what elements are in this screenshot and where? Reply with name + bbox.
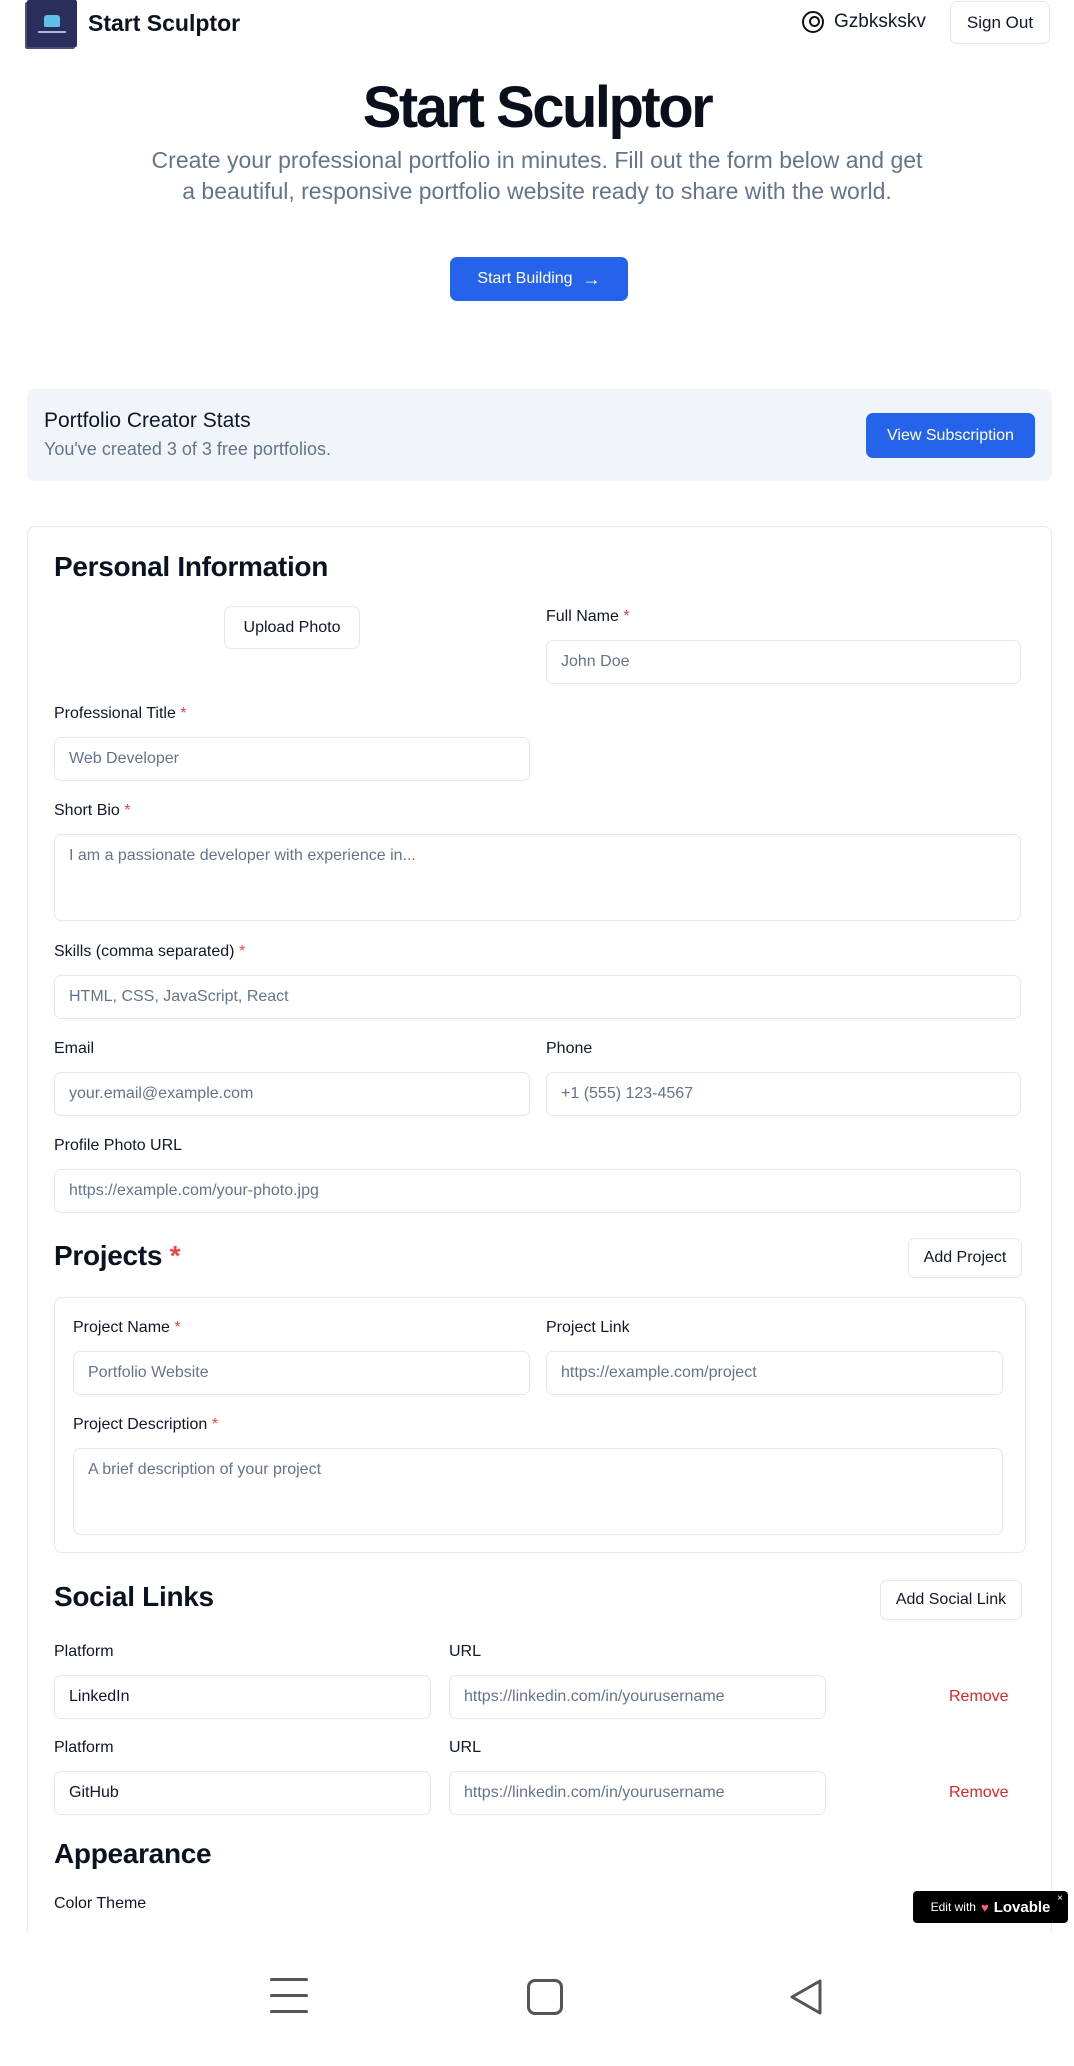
hero-subtitle: Create your professional portfolio in minutes. Fill out the form below and get a beautiful, responsive portfolio website ready to share with the world. (151, 147, 923, 204)
project-description-textarea[interactable]: A brief description of your project (73, 1448, 1003, 1535)
recent-apps-icon[interactable] (270, 1978, 308, 2016)
hero-title: Start Sculptor (362, 75, 712, 140)
stats-text: You've created 3 of 3 free portfolios. (44, 439, 331, 459)
short-bio-textarea[interactable]: I am a passionate developer with experience in... (54, 834, 1021, 921)
project-link-input[interactable]: https://example.com/project (546, 1351, 1003, 1395)
close-icon[interactable]: × (1057, 1893, 1063, 1904)
app-logo[interactable] (27, 0, 77, 47)
url-label: URL (449, 1643, 482, 1660)
platform-label: Platform (54, 1739, 114, 1756)
system-nav-bar (0, 1932, 1074, 2066)
arrow-right-icon: → (582, 268, 601, 289)
phone-input[interactable]: +1 (555) 123-4567 (546, 1072, 1021, 1116)
user-circle-icon (802, 11, 824, 33)
portfolio-form (27, 526, 1052, 2066)
user-menu[interactable] (802, 11, 926, 33)
remove-social-link-button[interactable]: Remove (949, 1784, 1009, 1801)
project-link-label: Project Link (546, 1319, 630, 1336)
start-building-label: Start Building (477, 270, 573, 287)
project-description-label-text: Project Description (73, 1416, 208, 1433)
required-mark: * (211, 1416, 218, 1433)
skills-input[interactable]: HTML, CSS, JavaScript, React (54, 975, 1021, 1019)
skills-label (54, 943, 245, 961)
required-mark: * (124, 802, 131, 819)
remove-social-link-button[interactable]: Remove (949, 1688, 1009, 1705)
professional-title-label (54, 705, 187, 723)
short-bio-label-text: Short Bio (54, 802, 120, 819)
professional-title-input[interactable]: Web Developer (54, 737, 530, 781)
full-name-label-text: Full Name (546, 608, 619, 625)
personal-info-heading: Personal Information (54, 551, 329, 582)
start-building-button[interactable] (450, 257, 628, 301)
photo-url-input[interactable]: https://example.com/your-photo.jpg (54, 1169, 1021, 1213)
project-name-input[interactable]: Portfolio Website (73, 1351, 530, 1395)
skills-label-text: Skills (comma separated) (54, 943, 235, 960)
full-name-input[interactable]: John Doe (546, 640, 1021, 684)
social-links-heading: Social Links (54, 1581, 214, 1612)
required-mark: * (180, 705, 187, 722)
projects-heading-text: Projects (54, 1240, 163, 1271)
add-project-button[interactable]: Add Project (908, 1238, 1022, 1278)
color-theme-label: Color Theme (54, 1895, 147, 1912)
top-header (0, 0, 1074, 46)
project-name-label (73, 1319, 181, 1337)
professional-title-label-text: Professional Title (54, 705, 176, 722)
url-input[interactable]: https://linkedin.com/in/yourusername (449, 1771, 826, 1815)
logo-mark-icon (44, 15, 60, 27)
sign-out-button[interactable]: Sign Out (950, 1, 1050, 44)
projects-heading (54, 1240, 180, 1272)
email-input[interactable]: your.email@example.com (54, 1072, 530, 1116)
required-mark: * (174, 1319, 181, 1336)
project-description-label (73, 1416, 218, 1434)
email-label: Email (54, 1040, 95, 1057)
stats-panel (27, 389, 1052, 481)
home-icon[interactable] (527, 1979, 563, 2015)
lovable-heart-icon: ♥ (980, 1899, 989, 1915)
username: Gzbkskskv (834, 11, 926, 32)
required-mark: * (169, 1240, 181, 1271)
url-input[interactable]: https://linkedin.com/in/yourusername (449, 1675, 826, 1719)
back-icon[interactable] (788, 1978, 824, 2016)
upload-photo-button[interactable]: Upload Photo (224, 606, 360, 649)
required-mark: * (238, 943, 246, 960)
short-bio-label (54, 802, 131, 820)
view-subscription-button[interactable]: View Subscription (866, 413, 1035, 458)
full-name-label (546, 608, 630, 626)
project-name-label-text: Project Name (73, 1319, 170, 1336)
appearance-heading: Appearance (54, 1838, 212, 1869)
badge-brand: Lovable (993, 1898, 1051, 1916)
logo-caption (38, 31, 66, 33)
required-mark: * (623, 608, 630, 625)
stats-title: Portfolio Creator Stats (44, 409, 251, 432)
platform-input[interactable]: LinkedIn (54, 1675, 431, 1719)
phone-label: Phone (546, 1040, 593, 1057)
platform-input[interactable]: GitHub (54, 1771, 431, 1815)
add-social-link-button[interactable]: Add Social Link (880, 1580, 1022, 1620)
badge-prefix: Edit with (930, 1900, 976, 1914)
photo-url-label: Profile Photo URL (54, 1137, 183, 1154)
platform-label: Platform (54, 1643, 114, 1660)
edit-with-lovable-badge[interactable] (913, 1891, 1068, 1923)
url-label: URL (449, 1739, 482, 1756)
brand-name[interactable]: Start Sculptor (88, 10, 241, 36)
project-entry (54, 1297, 1026, 1553)
